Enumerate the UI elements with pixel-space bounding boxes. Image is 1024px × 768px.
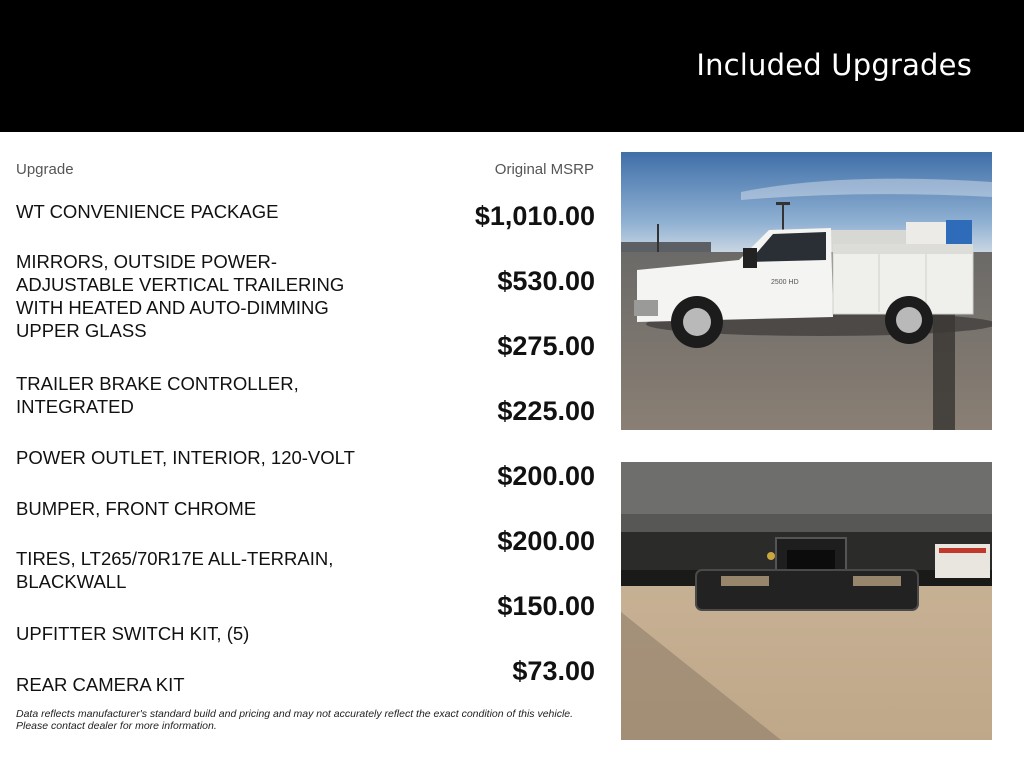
- msrp-price: $530.00: [497, 266, 595, 296]
- upgrade-item: BUMPER, FRONT CHROME: [16, 498, 257, 519]
- upgrade-item: WT CONVENIENCE PACKAGE: [16, 201, 279, 222]
- msrp-price: $150.00: [497, 591, 595, 621]
- upgrade-item: REAR CAMERA KIT: [16, 674, 185, 695]
- upgrade-item: POWER OUTLET, INTERIOR, 120-VOLT: [16, 447, 355, 468]
- msrp-price: $1,010.00: [474, 201, 595, 231]
- truck-photo: [621, 152, 992, 430]
- msrp-price: $225.00: [497, 396, 595, 426]
- upgrade-item: UPFITTER SWITCH KIT, (5): [16, 623, 250, 644]
- disclaimer: Data reflects manufacturer's standard build and pricing and may not accurately reflect the exact condition of this vehicle. Please contact dealer for more information.: [16, 708, 574, 732]
- hitch-photo: [621, 462, 992, 740]
- page-title: Included Upgrades: [696, 48, 972, 82]
- upgrade-column-header: Upgrade: [16, 161, 74, 178]
- msrp-price: $200.00: [497, 526, 595, 556]
- upgrade-item: TRAILER BRAKE CONTROLLER, INTEGRATED: [16, 373, 299, 417]
- msrp-column-header: Original MSRP: [494, 161, 594, 178]
- upgrade-item: MIRRORS, OUTSIDE POWER-ADJUSTABLE VERTICAL TRAILERING WITH HEATED AND AUTO-DIMMING UPPER GLASS: [16, 251, 345, 341]
- upgrade-item: TIRES, LT265/70R17E ALL-TERRAIN, BLACKWALL: [16, 548, 334, 592]
- msrp-price: $275.00: [497, 331, 595, 361]
- msrp-price: $73.00: [512, 656, 595, 686]
- msrp-price: $200.00: [497, 461, 595, 491]
- truck-badge: 2500 HD: [771, 279, 799, 286]
- header-bar: [0, 0, 1024, 132]
